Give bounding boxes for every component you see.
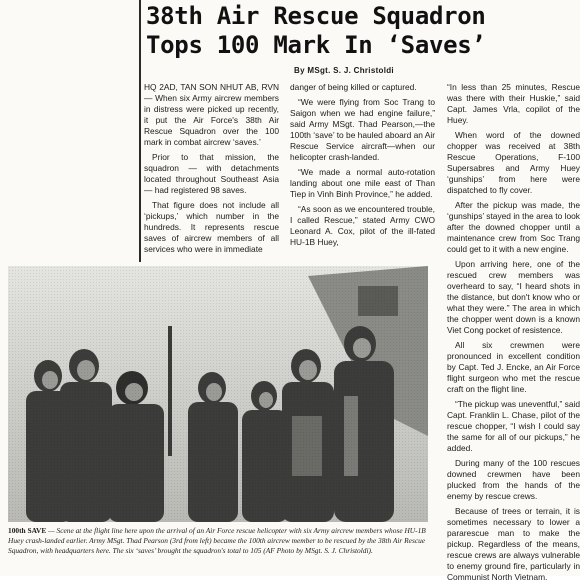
headline-line-1: 38th Air Rescue Squadron	[146, 2, 486, 30]
halftone-photo	[8, 266, 428, 522]
paragraph: Prior to that mission, the squadron — with detachments located throughout Southeast Asia — had registered 98 saves.	[144, 152, 279, 195]
photo-caption	[8, 526, 438, 574]
caption-text: — Scene at the flight line here upon the arrival of an Air Force rescue helicopter with six Army aircrew members whose HU-1B Huey crash-landed earlier. Army MSgt. Thad Pearson (3rd from left) became the 100th aircrew member to be rescued by the 38th Air Rescue Squadron, with headquarters here. The six ‘saves’ brought the squadron's total to 105 (AF Photo by MSgt. S. J. Christoldi).	[8, 526, 426, 555]
paragraph: During many of the 100 rescues downed crewmen have been plucked from the hands of the enemy by rescue crews.	[447, 458, 580, 501]
headline-line-2: Tops 100 Mark In ‘Saves’	[146, 31, 486, 59]
paragraph: “As soon as we encountered trouble, I called Rescue,” stated Army CWO Leonard A. Cox, pilot of the ill-fated HU-1B Huey,	[290, 204, 435, 247]
article-column-1	[144, 82, 279, 258]
grain-overlay	[8, 266, 428, 522]
column-rule	[139, 0, 141, 262]
paragraph: danger of being killed or captured.	[290, 82, 417, 92]
paragraph: After the pickup was made, the ‘gunships’ stayed in the area to look after the downed chopper until a maintenance crew from Soc Trang could get to it with a new engine.	[447, 200, 580, 254]
paragraph: HQ 2AD, TAN SON NHUT AB, RVN — When six Army aircrew members in distress were picked up recently, it put the Air Force's 38th Air Rescue Squadron over the 100 mark in combat aircrew ‘saves.’	[144, 82, 279, 147]
paragraph: That figure does not include all ‘pickups,’ which number in the hundreds. It represents rescue saves of aircrew members of all services who were in immediate	[144, 200, 279, 254]
news-photo	[8, 266, 428, 522]
byline: By MSgt. S. J. Christoldi	[294, 66, 394, 75]
paragraph: All six crewmen were pronounced in excellent condition by Capt. Ted J. Encke, an Air Force flight surgeon who met the rescue craft on the flight line.	[447, 340, 580, 394]
paragraph: “The pickup was uneventful,” said Capt. Franklin L. Chase, pilot of the rescue chopper, “I wish I could say the same for all of our pickups,” he added.	[447, 399, 580, 453]
paragraph: “We made a normal auto-rotation landing about one mile east of Than Tiep in Vinh Binh Province,” he added.	[290, 167, 435, 199]
article-column-2	[290, 82, 435, 258]
article-column-3	[447, 82, 580, 582]
paragraph: “In less than 25 minutes, Rescue was there with their Huskie,” said Capt. James Vrla, copilot of the Huey.	[447, 82, 580, 125]
headline	[146, 2, 578, 60]
paragraph: When word of the downed chopper was received at 38th Rescue Operations, F-100 Supersabres and Army Huey ‘gunships’ from here were dispatched to fly cover.	[447, 130, 580, 195]
paragraph: Upon arriving here, one of the rescued crew members was overheard to say, “I heard shots in the distance, but don't know who or what they were.” The area in which the chopper went down is a known Viet Cong pocket of resistence.	[447, 259, 580, 335]
paragraph: Because of trees or terrain, it is sometimes necessary to lower a pararescue man to make the pickup. Regardless of the means, rescue crews are always vulnerable to enemy ground fire, particularly in Communist North Vietnam.	[447, 506, 580, 582]
caption-lead: 100th SAVE	[8, 526, 47, 535]
paragraph: “We were flying from Soc Trang to Saigon when we had engine failure,” said Army MSgt. Thad Pearson,—the 100th ‘save’ to be hauled aboard an Air Rescue Service aircraft—when our helicopter crash-landed.	[290, 97, 435, 162]
